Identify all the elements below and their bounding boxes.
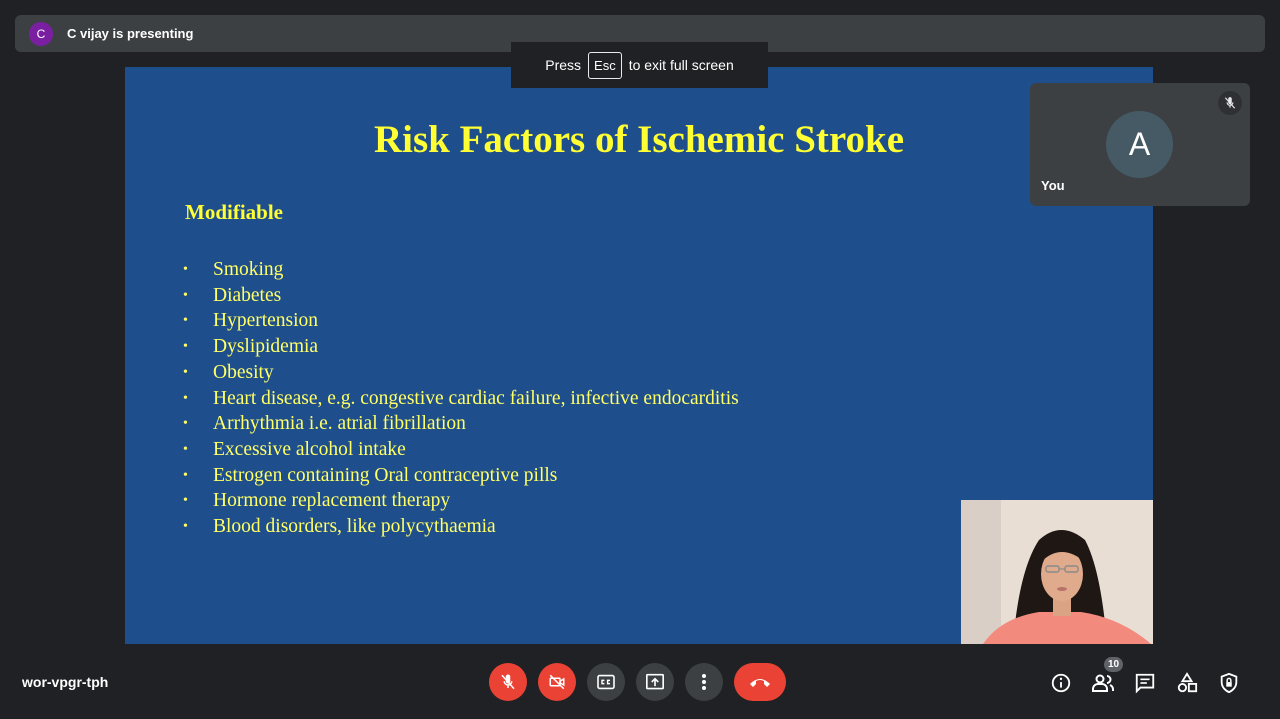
bullet-dot: • bbox=[183, 493, 188, 509]
mic-toggle-button[interactable] bbox=[489, 663, 527, 701]
bullet-text: Hormone replacement therapy bbox=[213, 490, 451, 512]
bullet-dot: • bbox=[183, 519, 188, 535]
list-item bbox=[183, 488, 739, 514]
more-vert-icon bbox=[701, 673, 707, 691]
bullet-text: Blood disorders, like polycythaemia bbox=[213, 516, 496, 538]
bullet-dot: • bbox=[183, 390, 188, 406]
esc-key: Esc bbox=[588, 52, 622, 79]
more-options-button[interactable] bbox=[685, 663, 723, 701]
list-item bbox=[183, 360, 739, 386]
captions-button[interactable] bbox=[587, 663, 625, 701]
bottom-toolbar bbox=[0, 644, 1280, 719]
present-screen-icon bbox=[645, 673, 665, 691]
camera-off-icon bbox=[547, 673, 567, 691]
fullscreen-hint bbox=[511, 42, 768, 88]
list-item bbox=[183, 386, 739, 412]
presenter-avatar: C bbox=[29, 22, 53, 46]
bullet-dot: • bbox=[183, 441, 188, 457]
camera-toggle-button[interactable] bbox=[538, 663, 576, 701]
bullet-text: Hypertension bbox=[213, 310, 319, 332]
slide-title: Risk Factors of Ischemic Stroke bbox=[373, 118, 905, 161]
end-call-icon bbox=[748, 676, 772, 688]
list-item bbox=[183, 283, 739, 309]
activities-button[interactable] bbox=[1172, 668, 1202, 698]
leave-call-button[interactable] bbox=[734, 663, 786, 701]
info-icon bbox=[1050, 672, 1072, 694]
people-count-badge: 10 bbox=[1104, 657, 1123, 672]
bullet-text: Arrhythmia i.e. atrial fibrillation bbox=[213, 413, 466, 435]
people-button[interactable] bbox=[1088, 659, 1120, 698]
bullet-dot: • bbox=[183, 262, 188, 277]
bullet-list bbox=[183, 257, 739, 540]
side-panel-controls bbox=[1046, 659, 1244, 698]
bullet-dot: • bbox=[183, 313, 188, 329]
bullet-dot: • bbox=[183, 339, 188, 355]
host-controls-button[interactable] bbox=[1214, 668, 1244, 698]
slide-subheading: Modifiable bbox=[185, 200, 283, 224]
bullet-text: Dyslipidemia bbox=[213, 336, 319, 358]
presenter-camera-tile[interactable] bbox=[961, 500, 1153, 644]
mic-off-icon bbox=[499, 673, 517, 691]
bullet-dot: • bbox=[183, 364, 188, 380]
chat-icon bbox=[1134, 672, 1156, 694]
fullscreen-hint-press: Press bbox=[545, 57, 582, 73]
shield-lock-icon bbox=[1218, 672, 1240, 694]
call-controls bbox=[489, 663, 786, 701]
presenting-text: C vijay is presenting bbox=[67, 26, 194, 41]
self-tile[interactable] bbox=[1030, 83, 1250, 206]
bullet-text: Excessive alcohol intake bbox=[213, 438, 406, 460]
meeting-details-button[interactable] bbox=[1046, 668, 1076, 698]
list-item bbox=[183, 463, 739, 489]
fullscreen-hint-rest: to exit full screen bbox=[628, 57, 734, 73]
bullet-text: Heart disease, e.g. congestive cardiac failure, infective endocarditis bbox=[213, 387, 739, 409]
captions-icon bbox=[596, 674, 616, 690]
people-icon bbox=[1091, 673, 1115, 693]
list-item bbox=[183, 334, 739, 360]
bullet-text: Smoking bbox=[213, 259, 284, 280]
list-item bbox=[183, 437, 739, 463]
bullet-text: Obesity bbox=[213, 361, 274, 383]
bullet-text: Estrogen containing Oral contraceptive pills bbox=[213, 464, 558, 486]
chat-button[interactable] bbox=[1130, 668, 1160, 698]
presenter-video-icon bbox=[961, 500, 1153, 644]
list-item bbox=[183, 308, 739, 334]
list-item bbox=[183, 514, 739, 540]
bullet-dot: • bbox=[183, 467, 188, 483]
present-button[interactable] bbox=[636, 663, 674, 701]
self-label: You bbox=[1041, 178, 1065, 193]
bullet-dot: • bbox=[183, 287, 188, 303]
bullet-text: Diabetes bbox=[213, 284, 282, 306]
list-item bbox=[183, 411, 739, 437]
meeting-code: wor-vpgr-tph bbox=[22, 674, 109, 690]
activities-icon bbox=[1176, 672, 1198, 694]
mic-off-icon bbox=[1218, 91, 1242, 115]
bullet-dot: • bbox=[183, 416, 188, 432]
self-avatar: A bbox=[1106, 111, 1173, 178]
list-item bbox=[183, 257, 739, 283]
